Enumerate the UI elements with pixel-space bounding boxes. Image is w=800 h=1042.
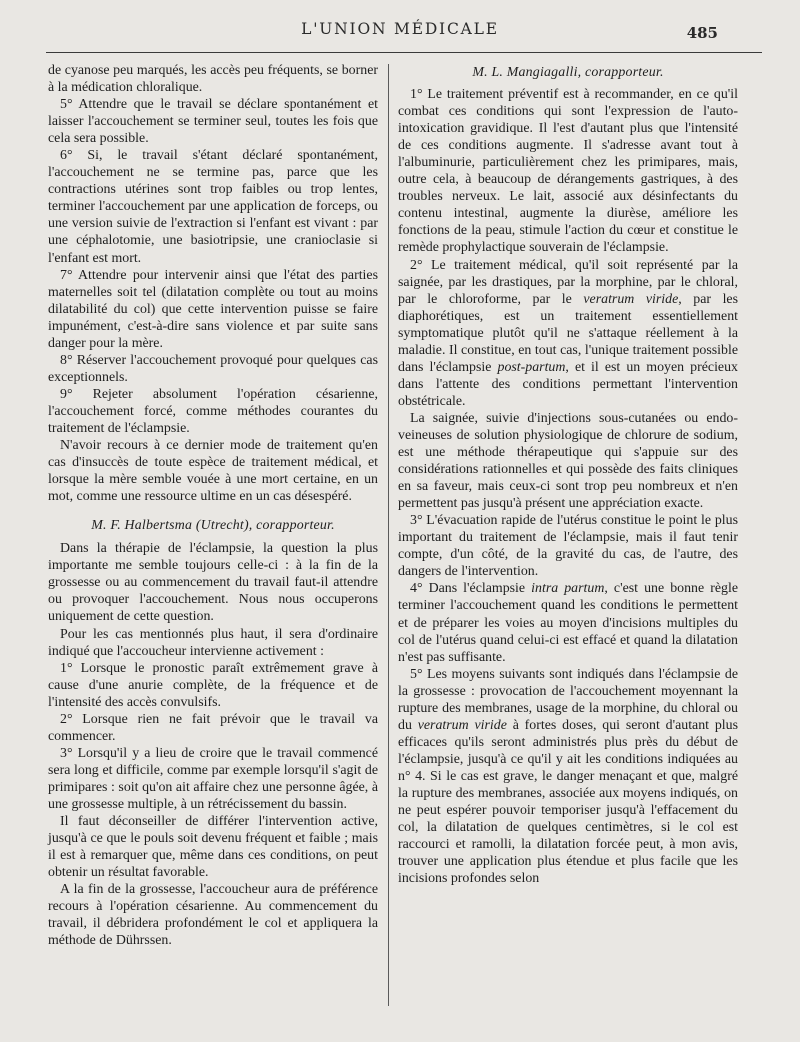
author-role: corapporteur	[256, 518, 332, 534]
author-name: M. L. Mangiagalli	[472, 65, 578, 80]
paragraph: 3° L'évacuation rapide de l'utérus constitue le point le plus important du traitement de l'éclampsie, mais il faut tenir compte, d'un côté, de la gravité du cas, de l'autre, des dangers de l'intervention.	[398, 513, 738, 580]
page-number: 485	[686, 24, 718, 42]
paragraph: 6° Si, le travail s'étant déclaré spontanément, l'accouchement ne se termine pas, parce que les contractions utérines sont trop faibles ou trop lentes, terminer l'accouchement par une application de forceps, ou une version suivie de l'extraction si l'enfant est vivant : par une céphalotomie, une basiotripsie, une cranioclasie si l'enfant est mort.	[48, 148, 378, 266]
italic-term: post-partum	[497, 359, 566, 375]
paragraph: Pour les cas mentionnés plus haut, il sera d'ordinaire indiqué que l'accoucheur intervienne activement :	[48, 626, 378, 659]
page-header	[0, 18, 800, 48]
text-run: 5° Les moyens suivants sont indiqués dans l'éclampsie de la grossesse : provocation de l'accouchement moyennant la rupture des membranes, usage de la morphine, du chloral ou du	[398, 666, 738, 733]
author-role: corapporteur	[585, 65, 660, 80]
italic-term: veratrum viride	[417, 717, 507, 733]
author-place: Utrecht	[200, 518, 244, 534]
left-column	[48, 62, 378, 949]
italic-term: veratrum viride	[583, 291, 679, 307]
author-name: M. F. Halbertsma	[91, 518, 193, 534]
text-run: à fortes doses, qui seront d'autant plus efficaces qu'ils seront administrés plus près du début de l'éclampsie, jusqu'à ce qu'il y ait les conditions indiquées au n° 4. Si le cas est grave, le danger menaçant et que, malgré la rupture des membranes, associée aux moyens indiqués, on ne peut espérer pouvoir temporiser jusqu'à l'effacement du col, la dilatation de quelques centimètres, si le col est raccourci et ramolli, la dilatation forcée peut, à mon avis, trouver une application plus étendue et plus facile que les incisions profondes selon	[398, 717, 738, 887]
author-heading: M. F. Halbertsma (Utrecht), corapporteur.	[91, 518, 335, 534]
text-run: , et il est un moyen précieux dans l'attente des conditions permettant l'intervention obstétricale.	[398, 359, 738, 409]
paragraph: 8° Réserver l'accouchement provoqué pour quelques cas exceptionnels.	[48, 352, 378, 385]
journal-title: L'UNION MÉDICALE	[301, 20, 499, 38]
paragraph: 1° Lorsque le pronostic paraît extrêmement grave à cause d'une anurie complète, de la fréquence et de l'intensité des accès convulsifs.	[48, 660, 378, 710]
paragraph: La saignée, suivie d'injections sous-cutanées ou endo-veineuses de solution physiologique de chlorure de sodium, est une méthode thérapeutique qui s'appuie sur des considérations rationnelles et qui possède des faits cliniques en sa faveur, mais ceux-ci sont trop peu nombreux et n'en permettent pas jusqu'à présent une appréciation exacte.	[398, 410, 738, 512]
paragraph: A la fin de la grossesse, l'accoucheur aura de préférence recours à l'opération césarienne. Au commencement du travail, il débridera profondément le col et appliquera la méthode de Dührssen.	[48, 882, 378, 949]
paragraph: 1° Le traitement préventif est à recommander, en ce qu'il combat ces conditions qui sont l'expression de l'auto-intoxication gravidique. Il l'est d'autant plus que l'intensité de ces conditions augmente. Il s'adresse avant tout à l'albuminurie, particulièrement chez les primipares, mais, outre cela, à beaucoup de dérangements gastriques, à des troubles nerveux. Le lait, associé aux désinfectants du contenu intestinal, augmente la diurèse, améliore les fonctions de la peau, stimule l'action du cœur et constitue le remède prophylactique souverain de l'éclampsie.	[398, 87, 738, 256]
text-run: , c'est une bonne règle terminer l'accouchement quand les conditions le permettent et de préparer les voies au moyen d'incisions multiples du col de l'utérus quand celui-ci est effacé et quand la dilatation n'est pas suffisante.	[398, 581, 738, 665]
paragraph	[398, 257, 738, 410]
paragraph: N'avoir recours à ce dernier mode de traitement qu'en cas d'insuccès de toute espèce de traitement médical, et lorsque la mère semble vouée à une mort certaine, en un mot, comme une ressource ultime en un cas désespéré.	[48, 438, 378, 505]
paragraph: de cyanose peu marqués, les accès peu fréquents, se borner à la médication chloralique.	[48, 63, 378, 96]
paragraph: Il faut déconseiller de différer l'intervention active, jusqu'à ce que le pouls soit devenu fréquent et faible ; mais il est à remarquer que, même dans ces conditions, on peut obtenir un résultat favorable.	[48, 814, 378, 881]
column-divider	[388, 64, 389, 1006]
right-column	[398, 62, 738, 887]
paragraph	[398, 580, 738, 665]
italic-term: intra partum	[531, 581, 605, 597]
paragraph: 7° Attendre pour intervenir ainsi que l'état des parties maternelles soit tel (dilatation complète ou tout au moins dilatabilité du col) que cette intervention puisse se faire impunément, c'est-à-dire sans violence et par suite sans danger pour la mère.	[48, 267, 378, 351]
paragraph: 2° Lorsque rien ne fait prévoir que le travail va commencer.	[48, 711, 378, 744]
text-run: 2° Le traitement médical, qu'il soit représenté par la saignée, par les drastiques, par la morphine, par le chloral, par le chloroforme, par le	[398, 257, 738, 307]
author-heading: M. L. Mangiagalli, corapporteur.	[472, 65, 664, 80]
paragraph	[398, 666, 738, 888]
header-rule	[46, 52, 762, 53]
text-run: , par les diaphorétiques, est un traitement essentiellement symptomatique plutôt qu'il ne s'attaque réellement à la maladie. Il constitue, en tout cas, l'unique traitement possible dans l'éclampsie	[398, 291, 738, 375]
paragraph: 5° Attendre que le travail se déclare spontanément et laisser l'accouchement se terminer seul, toutes les fois que cela sera possible.	[48, 97, 378, 147]
paragraph: Dans la thérapie de l'éclampsie, la question la plus importante me semble toujours celle-ci : à la fin de la grossesse ou au commencement du travail faut-il attendre ou provoquer l'accouchement. Nous nous occuperons uniquement de cette question.	[48, 541, 378, 625]
text-run: 4° Dans l'éclampsie	[410, 581, 532, 597]
paragraph: 9° Rejeter absolument l'opération césarienne, l'accouchement forcé, comme méthodes courantes du traitement de l'éclampsie.	[48, 386, 378, 436]
paragraph: 3° Lorsqu'il y a lieu de croire que le travail commencé sera long et difficile, comme par exemple lorsqu'il s'agit de primipares : soit qu'on ait affaire chez une personne âgée, à une grossesse multiple, à un rétrécissement du bassin.	[48, 745, 378, 812]
